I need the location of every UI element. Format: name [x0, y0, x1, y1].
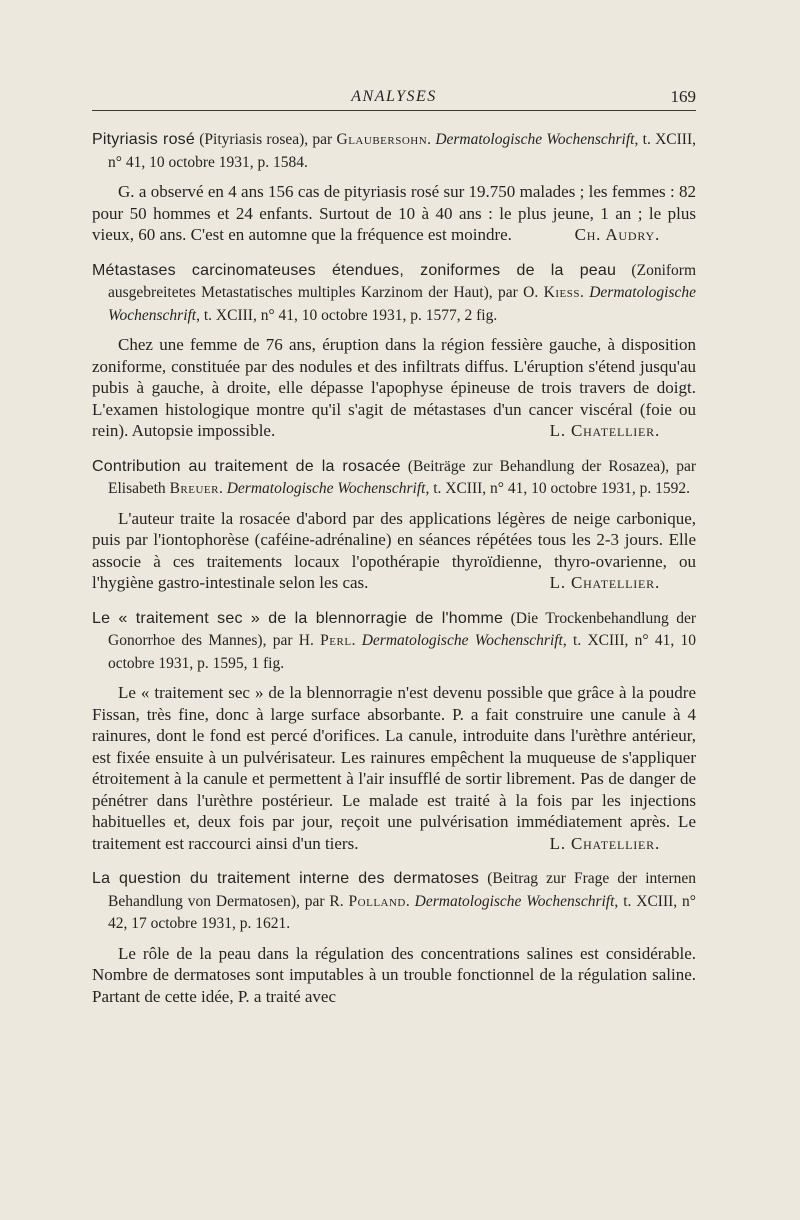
author-name: Perl [320, 632, 352, 649]
reviewer-signature: L. Chatellier. [549, 573, 660, 592]
abstract-entry [92, 455, 696, 594]
abstract-title: La question du traitement interne des dermatoses [92, 870, 480, 887]
abstract-entry [92, 607, 696, 855]
citation-text: . [351, 632, 362, 649]
citation-details: , t. XCIII, n° 42, 17 octobre 1931, p. 1621. [108, 892, 696, 932]
author-name: Glaubersohn [336, 131, 428, 148]
abstract-entry [92, 867, 696, 1007]
journal-name: Dermatologische Wochenschrift [108, 284, 696, 324]
abstract-text: Le « traitement sec » de la blennorragie n'est devenu possible que grâce à la poudre Fissan, très fine, donc à large surface absorbante. P. a fait construire une canule à 4 rainures, dont le fond est percé d'orifices. La canule, introduite dans l'urèthre antérieur, est fixée ensuite à un pulvérisateur. Les rainures empêchent la muqueuse de s'appliquer étroitement à la canule et permettent à l'air insufflé de sortir librement. Pas de danger de pénétrer dans l'urèthre postérieur. Le malade est traité à la fois par les injections habituelles et, deux fois par jour, reçoit une pulvérisation immédiatement après. Le traitement est raccourci ainsi d'un tiers. [92, 683, 696, 853]
journal-name: Dermatologische Wochenschrift [361, 632, 563, 649]
abstract-text: Chez une femme de 76 ans, éruption dans la région fessière gauche, à disposition zoniforme, constituée par des nodules et des infiltrats diffus. L'éruption s'étend jusqu'au pubis à gauche, à droite, elle dépasse l'apophyse épineuse de trois travers de doigt. L'examen histologique montre qu'il s'agit de métastases d'un cancer viscéral (foie ou rein). Autopsie impossible. [92, 335, 696, 440]
journal-name: Dermatologische Wochenschrift [435, 131, 635, 148]
citation-text: (Zoniform ausgebreitetes Metastatisches multiples Karzinom der Haut), par O. [108, 261, 696, 301]
abstract-headline [92, 128, 696, 173]
abstract-headline [92, 259, 696, 327]
author-name: Breuer [169, 480, 219, 497]
abstract-body [92, 682, 696, 854]
page-number: 169 [670, 87, 696, 106]
abstract-entry [92, 128, 696, 246]
abstract-entry [92, 259, 696, 442]
citation-text: . [579, 284, 590, 301]
citation-text: . [218, 480, 227, 497]
abstract-body [92, 943, 696, 1008]
running-title: ANALYSES [351, 88, 437, 105]
abstract-body [92, 181, 696, 246]
abstract-text: Le rôle de la peau dans la régulation des concentrations salines est considérable. Nombre de dermatoses sont imputables à un trouble fonctionnel de la régulation saline. Partant de cette idée, P. a traité avec [92, 943, 696, 1006]
abstract-title: Contribution au traitement de la rosacée [92, 457, 401, 475]
citation-details: , t. XCIII, n° 41, 10 octobre 1931, p. 1584. [108, 131, 696, 171]
citation-text: (Beiträge zur Behandlung der Rosazea), par Elisabeth [108, 457, 697, 497]
abstract-text: L'auteur traite la rosacée d'abord par des applications légères de neige carbonique, puis par l'iontophorèse (caféine-adrénaline) en séances répétées tous les 2-3 jours. Elle associe à ces traitements locaux l'opothérapie thyroïdienne, thyro-ovarienne, ou l'hygiène gastro-intestinale selon les cas. [92, 508, 696, 592]
abstract-body [92, 508, 696, 594]
abstract-headline [92, 867, 696, 935]
abstract-headline [92, 607, 697, 675]
citation-details: , t. XCIII, n° 41, 10 octobre 1931, p. 1595, 1 fig. [108, 632, 697, 672]
reviewer-signature: L. Chatellier. [549, 421, 660, 440]
citation-text: (Die Trockenbehandlung der Gonorrhoe des Mannes), par H. [108, 609, 696, 649]
abstract-text: G. a observé en 4 ans 156 cas de pityriasis rosé sur 19.750 malades ; les femmes : 82 pour 50 hommes et 24 enfants. Surtout de 10 à 40 ans : le plus jeune, 1 an ; le plus vieux, 60 ans. C'est en automne que la fréquence est moindre. [92, 182, 696, 244]
journal-name: Dermatologische Wochenschrift [414, 892, 615, 910]
citation-text: (Pityriasis rosea), par [194, 131, 337, 148]
author-name: Polland [348, 892, 406, 910]
journal-name: Dermatologische Wochenschrift [226, 480, 426, 497]
author-name: Kiess [543, 284, 580, 301]
reviewer-signature: Ch. Audry. [574, 225, 660, 244]
abstract-title: Le « traitement sec » de la blennorragie de l'homme [92, 609, 504, 627]
page-content [92, 128, 696, 1020]
abstract-title: Métastases carcinomateuses étendues, zoniformes de la peau [92, 261, 617, 279]
citation-details: , t. XCIII, n° 41, 10 octobre 1931, p. 1592. [425, 480, 690, 497]
citation-text: (Beitrag zur Frage der internen Behandlung von Dermatosen), par R. [108, 870, 696, 910]
abstract-headline [92, 455, 697, 500]
running-head [92, 88, 696, 111]
reviewer-signature: L. Chatellier. [549, 833, 660, 853]
abstract-body [92, 334, 696, 442]
citation-text: . [427, 131, 436, 148]
citation-text: . [405, 892, 415, 910]
citation-details: , t. XCIII, n° 41, 10 octobre 1931, p. 1577, 2 fig. [196, 306, 498, 324]
abstract-title: Pityriasis rosé [92, 131, 195, 148]
